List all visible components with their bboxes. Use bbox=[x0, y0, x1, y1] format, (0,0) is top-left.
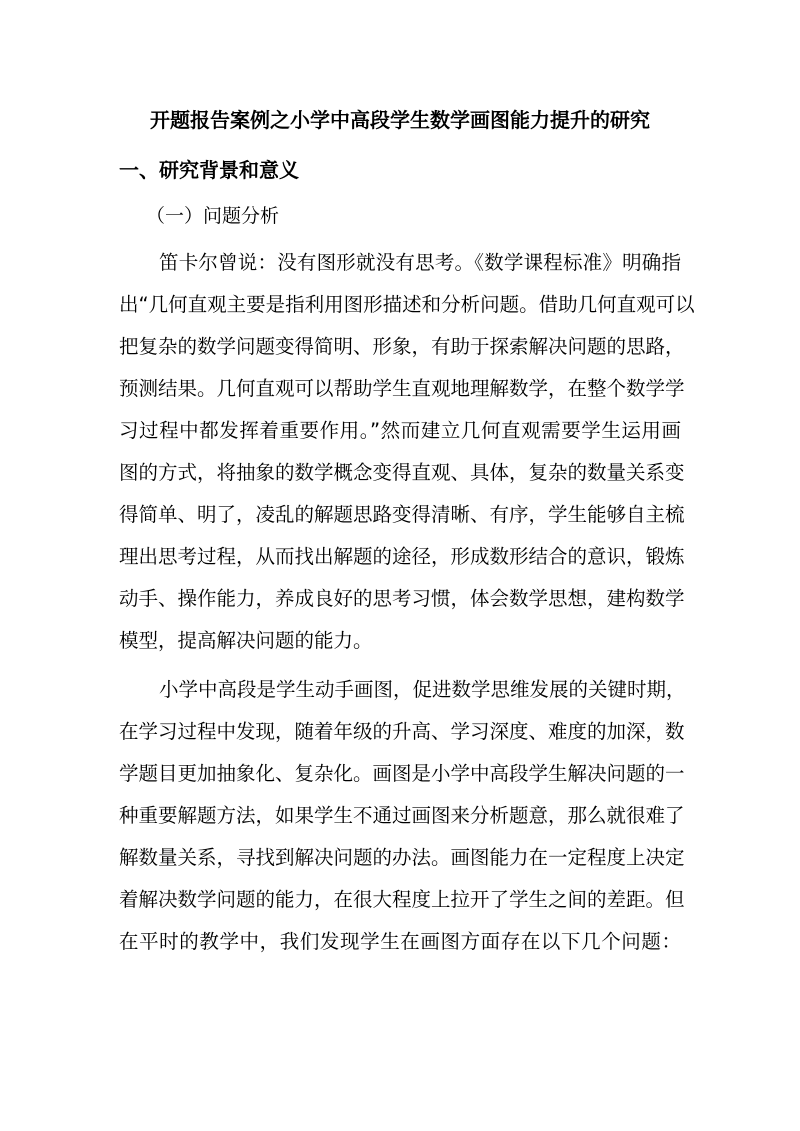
subsection-heading: （一）问题分析 bbox=[146, 205, 280, 227]
paragraph-1-line: 理出思考过程，从而找出解题的途径，形成数形结合的意识，锻炼 bbox=[119, 545, 685, 568]
paragraph-1-line: 习过程中都发挥着重要作用。”然而建立几何直观需要学生运用画 bbox=[119, 419, 681, 442]
paragraph-1-line: 预测结果。几何直观可以帮助学生直观地理解数学，在整个数学学 bbox=[119, 377, 685, 400]
paragraph-2-line: 解数量关系，寻找到解决问题的办法。画图能力在一定程度上决定 bbox=[119, 846, 685, 869]
paragraph-1-line: 图的方式，将抽象的数学概念变得直观、具体，复杂的数量关系变 bbox=[119, 461, 685, 484]
paragraph-2-line: 着解决数学问题的能力，在很大程度上拉开了学生之间的差距。但 bbox=[119, 888, 685, 911]
paragraph-1-line: 出“几何直观主要是指利用图形描述和分析问题。借助几何直观可以 bbox=[119, 293, 695, 316]
paragraph-1-line: 得简单、明了，凌乱的解题思路变得清晰、有序，学生能够自主梳 bbox=[119, 503, 685, 526]
paragraph-2-line: 种重要解题方法，如果学生不通过画图来分析题意，那么就很难了 bbox=[119, 804, 685, 827]
paragraph-1-line: 模型，提高解决问题的能力。 bbox=[119, 629, 373, 652]
section-heading: 一、研究背景和意义 bbox=[119, 158, 299, 182]
paragraph-1-line: 动手、操作能力，养成良好的思考习惯，体会数学思想，建构数学 bbox=[119, 587, 685, 610]
paragraph-1-line: 笛卡尔曾说：没有图形就没有思考。《数学课程标准》明确指 bbox=[159, 251, 681, 274]
paragraph-2-line: 学题目更加抽象化、复杂化。画图是小学中高段学生解决问题的一 bbox=[119, 762, 685, 785]
paragraph-2-line: 小学中高段是学生动手画图，促进数学思维发展的关键时期， bbox=[159, 678, 686, 701]
document-title: 开题报告案例之小学中高段学生数学画图能力提升的研究 bbox=[150, 108, 650, 132]
paragraph-1-line: 把复杂的数学问题变得简明、形象，有助于探索解决问题的思路， bbox=[119, 335, 685, 358]
paragraph-2-line: 在学习过程中发现，随着年级的升高、学习深度、难度的加深，数 bbox=[119, 720, 685, 743]
paragraph-2-line: 在平时的教学中，我们发现学生在画图方面存在以下几个问题： bbox=[119, 930, 681, 953]
